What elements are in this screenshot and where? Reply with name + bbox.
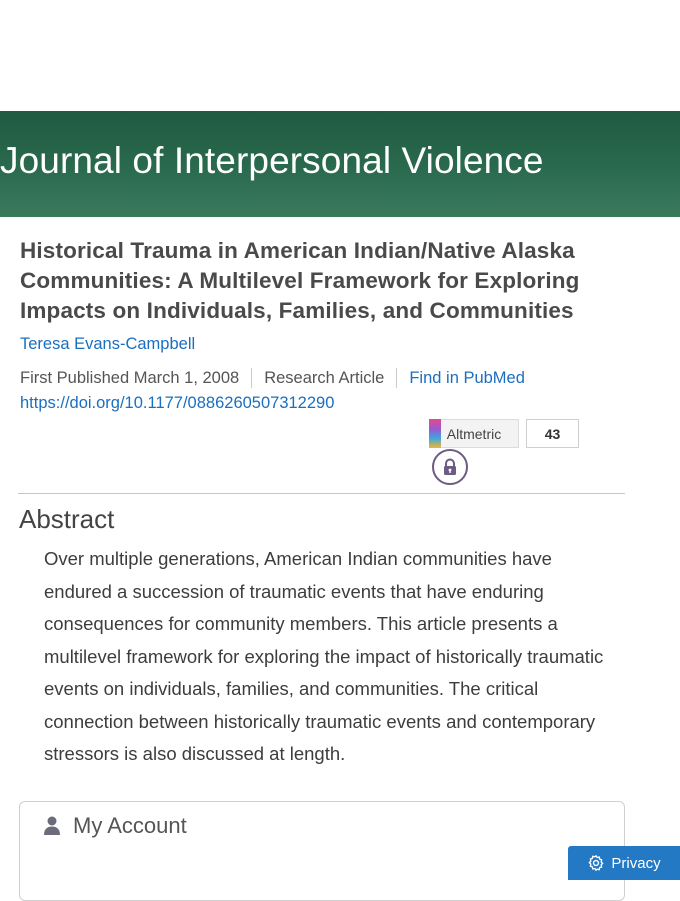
abstract-heading: Abstract (19, 504, 115, 534)
meta-divider (251, 368, 252, 388)
abstract-body: Over multiple generations, American Indian communities have endured a succession of traumatic events that have enduring consequences for community members. This article presents a multilevel framework for exploring the impact of historically traumatic events on individuals, families, and communities. The critical connection between historically traumatic events and contemporary stressors is also discussed at length. (44, 548, 604, 764)
pubmed-link[interactable]: Find in PubMed (409, 368, 525, 387)
altmetric-label: Altmetric (446, 425, 502, 442)
meta-divider (396, 368, 397, 388)
user-icon (43, 816, 61, 836)
doi-link[interactable]: https://doi.org/10.1177/0886260507312290 (20, 394, 335, 412)
altmetric-badge[interactable] (429, 419, 519, 448)
section-divider (18, 493, 625, 494)
my-account-label[interactable]: My Account (73, 813, 187, 838)
article-title: Historical Trauma in American Indian/Native Alaska Communities: A Multilevel Framework for Exploring Impacts on Individuals, Families, and Communities (20, 238, 580, 323)
first-published: First Published March 1, 2008 (20, 368, 240, 387)
lock-icon (432, 449, 468, 485)
article-meta (20, 368, 525, 388)
privacy-button[interactable] (568, 846, 680, 880)
altmetric-logo-icon (429, 419, 441, 448)
article-type: Research Article (264, 368, 385, 387)
author-link[interactable]: Teresa Evans-Campbell (20, 335, 196, 353)
altmetric-score[interactable]: 43 (526, 419, 579, 448)
privacy-label: Privacy (611, 854, 661, 872)
gear-icon (587, 854, 605, 872)
journal-title[interactable]: Journal of Interpersonal Violence (0, 140, 544, 181)
